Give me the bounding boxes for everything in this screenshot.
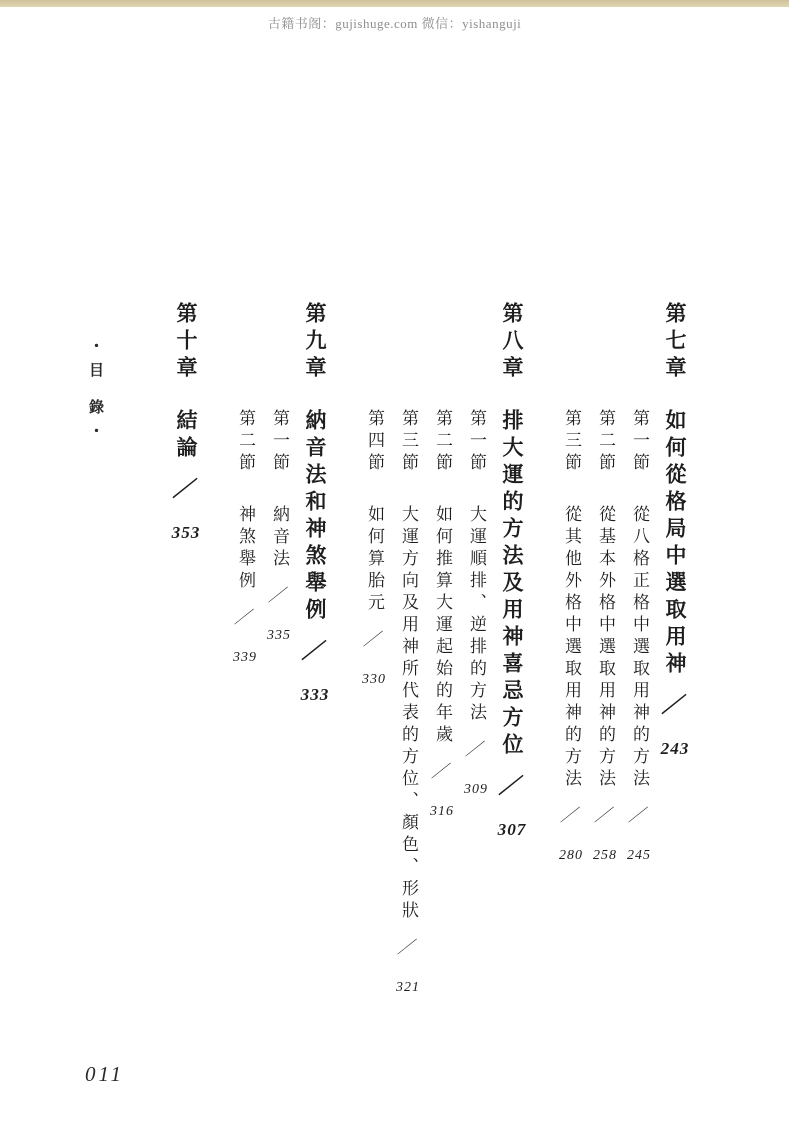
toc-section: [357, 302, 391, 1007]
toc-section: [391, 302, 425, 1007]
section-page-number: 330: [362, 672, 386, 687]
chapter-heading: [296, 302, 333, 1007]
page-separator: ／: [268, 586, 290, 605]
page-separator: ／: [498, 774, 526, 798]
section-number: 第三節: [399, 409, 418, 475]
toc-chapter-10: [167, 302, 204, 1007]
section-number: 第二節: [596, 409, 615, 475]
page-separator: ／: [628, 806, 650, 825]
side-label-contents: ・目 錄・: [87, 338, 103, 447]
toc-section: [262, 302, 296, 1007]
table-of-contents: [143, 302, 693, 1007]
section-title: 神煞舉例: [236, 505, 255, 593]
section-page-number: 321: [396, 980, 420, 995]
section-title: 大運方向及用神所代表的方位、顏色、形狀: [399, 505, 418, 923]
section-page-number: 245: [627, 848, 651, 863]
toc-section: [459, 302, 493, 1007]
chapter-heading: [493, 302, 530, 1007]
section-title: 大運順排、逆排的方法: [467, 505, 486, 725]
toc-section: [425, 302, 459, 1007]
section-title: 納音法: [270, 505, 289, 571]
toc-chapter-7: [554, 302, 693, 1007]
chapter-page-number: 307: [497, 820, 527, 839]
section-page-number: 309: [464, 782, 488, 797]
chapter-title: 結論: [174, 409, 198, 463]
section-number: 第一節: [270, 409, 289, 475]
page-separator: ／: [661, 693, 689, 717]
chapter-number: 第七章: [663, 302, 687, 383]
section-title: 從基本外格中選取用神的方法: [596, 505, 615, 791]
section-number: 第二節: [433, 409, 452, 475]
chapter-heading: [167, 302, 204, 1007]
chapter-number: 第九章: [303, 302, 327, 383]
section-number: 第一節: [630, 409, 649, 475]
page-separator: ／: [301, 639, 329, 663]
section-page-number: 280: [559, 848, 583, 863]
page-separator: ／: [465, 740, 487, 759]
page-number: 011: [85, 1062, 124, 1086]
toc-chapter-8: [357, 302, 530, 1007]
page-separator: ／: [431, 762, 453, 781]
section-number: 第二節: [236, 409, 255, 475]
page-separator: ／: [594, 806, 616, 825]
page-separator: ／: [172, 477, 200, 501]
chapter-title: 排大運的方法及用神喜忌方位: [500, 409, 524, 760]
page-separator: ／: [560, 806, 582, 825]
page-separator: ／: [363, 630, 385, 649]
chapter-page-number: 353: [171, 523, 201, 542]
section-page-number: 339: [233, 650, 257, 665]
toc-chapter-9: [228, 302, 333, 1007]
page-separator: ／: [234, 608, 256, 627]
section-title: 如何算胎元: [365, 505, 384, 615]
section-page-number: 316: [430, 804, 454, 819]
toc-section: [588, 302, 622, 1007]
toc-section: [228, 302, 262, 1007]
section-number: 第一節: [467, 409, 486, 475]
section-title: 從其他外格中選取用神的方法: [562, 505, 581, 791]
chapter-title: 如何從格局中選取用神: [663, 409, 687, 679]
section-page-number: 258: [593, 848, 617, 863]
section-number: 第四節: [365, 409, 384, 475]
chapter-number: 第十章: [174, 302, 198, 383]
watermark-header: 古籍书阁：gujishuge.com 微信：yishanguji: [267, 16, 522, 31]
chapter-page-number: 243: [660, 739, 690, 758]
section-page-number: 335: [267, 628, 291, 643]
section-title: 從八格正格中選取用神的方法: [630, 505, 649, 791]
section-number: 第三節: [562, 409, 581, 475]
page-separator: ／: [397, 938, 419, 957]
top-accent-bar: [0, 0, 789, 7]
section-title: 如何推算大運起始的年歲: [433, 505, 452, 747]
toc-section: [622, 302, 656, 1007]
chapter-page-number: 333: [300, 685, 330, 704]
chapter-title: 納音法和神煞舉例: [303, 409, 327, 625]
chapter-heading: [656, 302, 693, 1007]
chapter-number: 第八章: [500, 302, 524, 383]
toc-section: [554, 302, 588, 1007]
